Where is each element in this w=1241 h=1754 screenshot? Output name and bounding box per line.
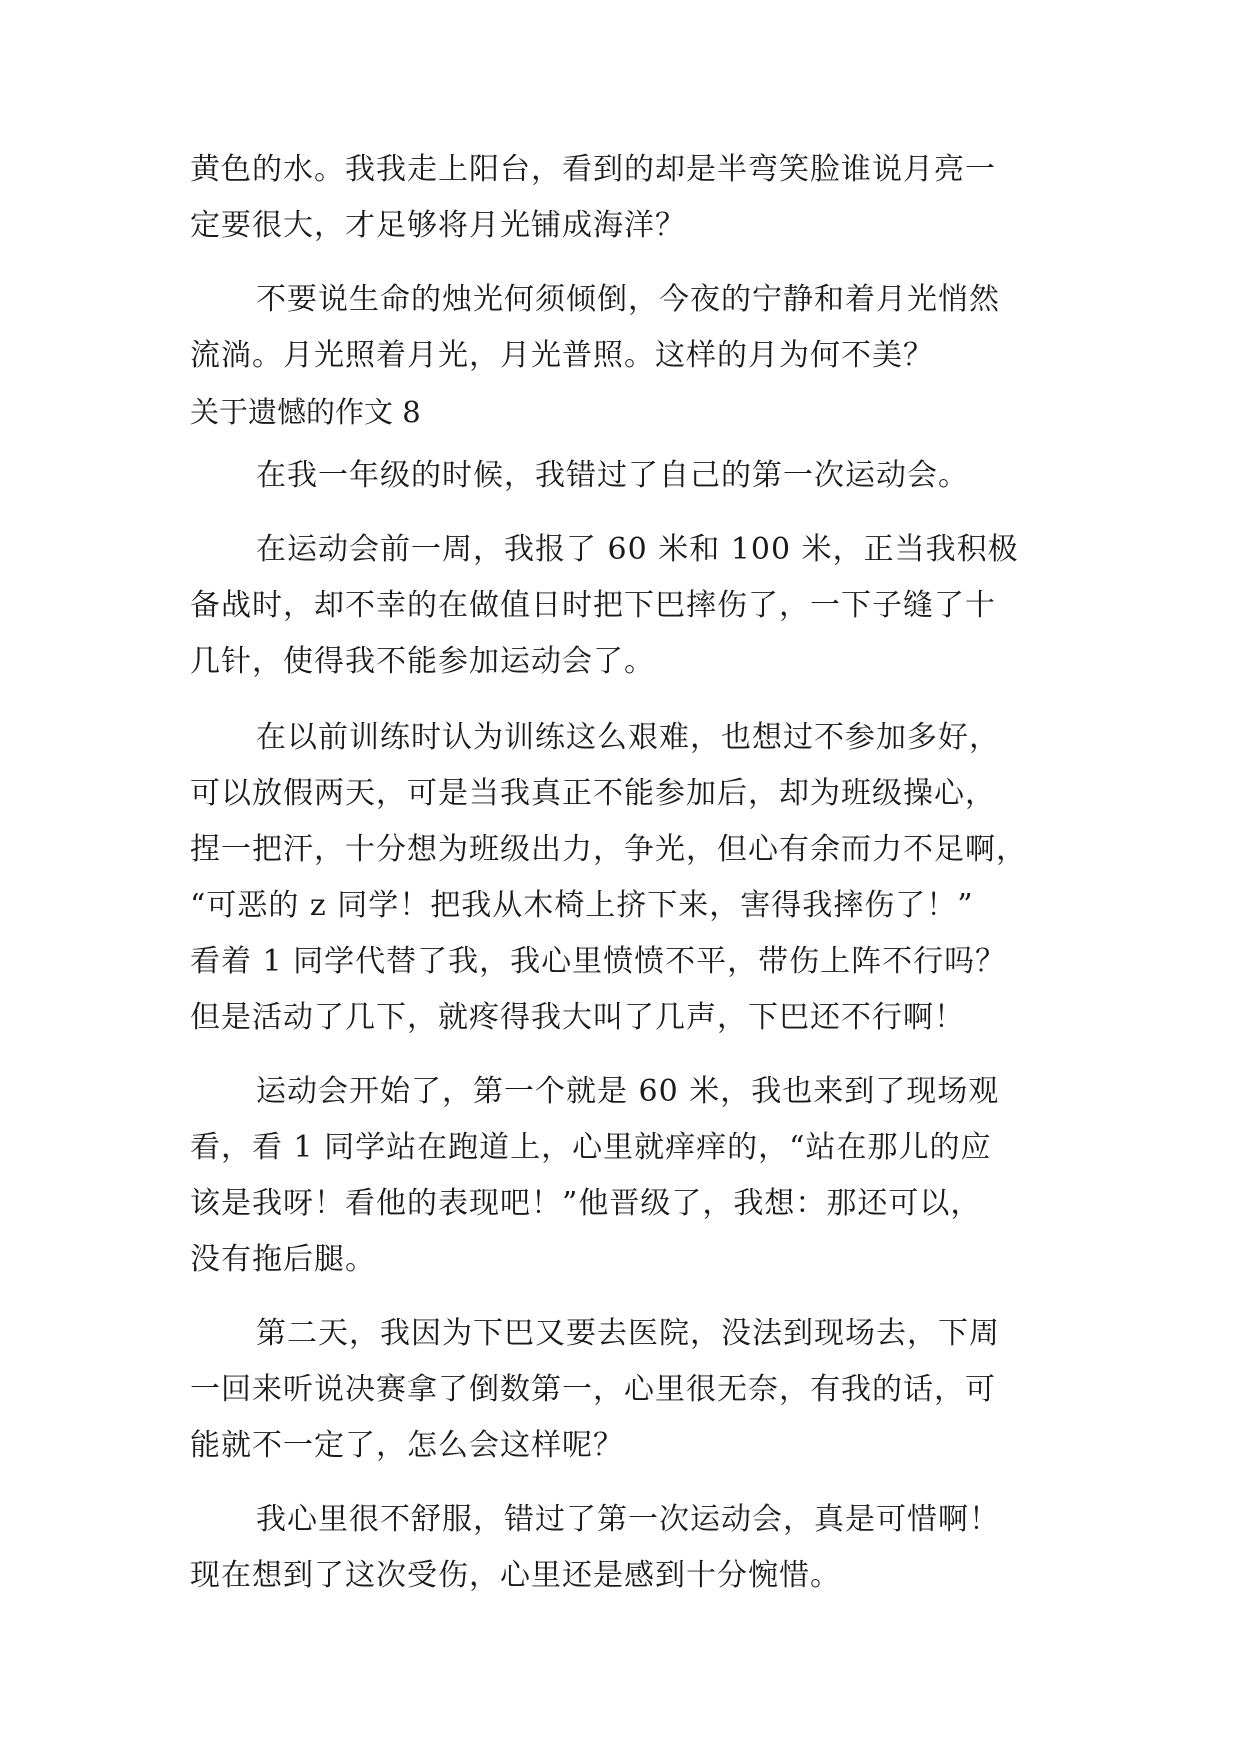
text-line: 该是我呀！看他的表现吧！”他晋级了，我想：那还可以， (190, 1186, 982, 1221)
text-line: 备战时，却不幸的在做值日时把下巴摔伤了，一下子缝了十 (190, 588, 996, 623)
text-line: 捏一把汗，十分想为班级出力，争光，但心有余而力不足啊， (190, 832, 1027, 867)
text-line: 可以放假两天，可是当我真正不能参加后，却为班级操心， (190, 776, 996, 811)
text-line: 能就不一定了，怎么会这样呢？ (190, 1428, 624, 1463)
paragraph-first-line: 我心里很不舒服，错过了第一次运动会，真是可惜啊！ (256, 1502, 1000, 1537)
text-line: 黄色的水。我我走上阳台，看到的却是半弯笑脸谁说月亮一 (190, 152, 996, 187)
paragraph-first-line: 运动会开始了，第一个就是 60 米，我也来到了现场观 (256, 1074, 1000, 1109)
text-line: “可恶的 z 同学！把我从木椅上挤下来，害得我摔伤了！” (190, 888, 974, 923)
paragraph-first-line: 在我一年级的时候，我错过了自己的第一次运动会。 (256, 458, 969, 493)
paragraph-first-line: 不要说生命的烛光何须倾倒，今夜的宁静和着月光悄然 (256, 282, 1000, 317)
text-line: 流淌。月光照着月光，月光普照。这样的月为何不美？ (190, 338, 934, 373)
text-line: 一回来听说决赛拿了倒数第一，心里很无奈，有我的话，可 (190, 1372, 996, 1407)
paragraph-first-line: 在运动会前一周，我报了 60 米和 100 米，正当我积极 (256, 532, 1019, 567)
paragraph-first-line: 第二天，我因为下巴又要去医院，没法到现场去，下周 (256, 1316, 1000, 1351)
text-line: 看，看 1 同学站在跑道上，心里就痒痒的，“站在那儿的应 (190, 1130, 992, 1165)
text-line: 几针，使得我不能参加运动会了。 (190, 644, 655, 679)
paragraph-first-line: 在以前训练时认为训练这么艰难，也想过不参加多好， (256, 720, 1000, 755)
text-line: 没有拖后腿。 (190, 1242, 376, 1277)
text-line: 看着 1 同学代替了我，我心里愤愤不平，带伤上阵不行吗？ (190, 944, 1007, 979)
text-line: 现在想到了这次受伤，心里还是感到十分惋惜。 (190, 1558, 841, 1593)
text-line: 但是活动了几下，就疼得我大叫了几声，下巴还不行啊！ (190, 1000, 965, 1035)
text-line: 定要很大，才足够将月光铺成海洋？ (190, 208, 686, 243)
section-heading: 关于遗憾的作文 8 (190, 395, 421, 429)
